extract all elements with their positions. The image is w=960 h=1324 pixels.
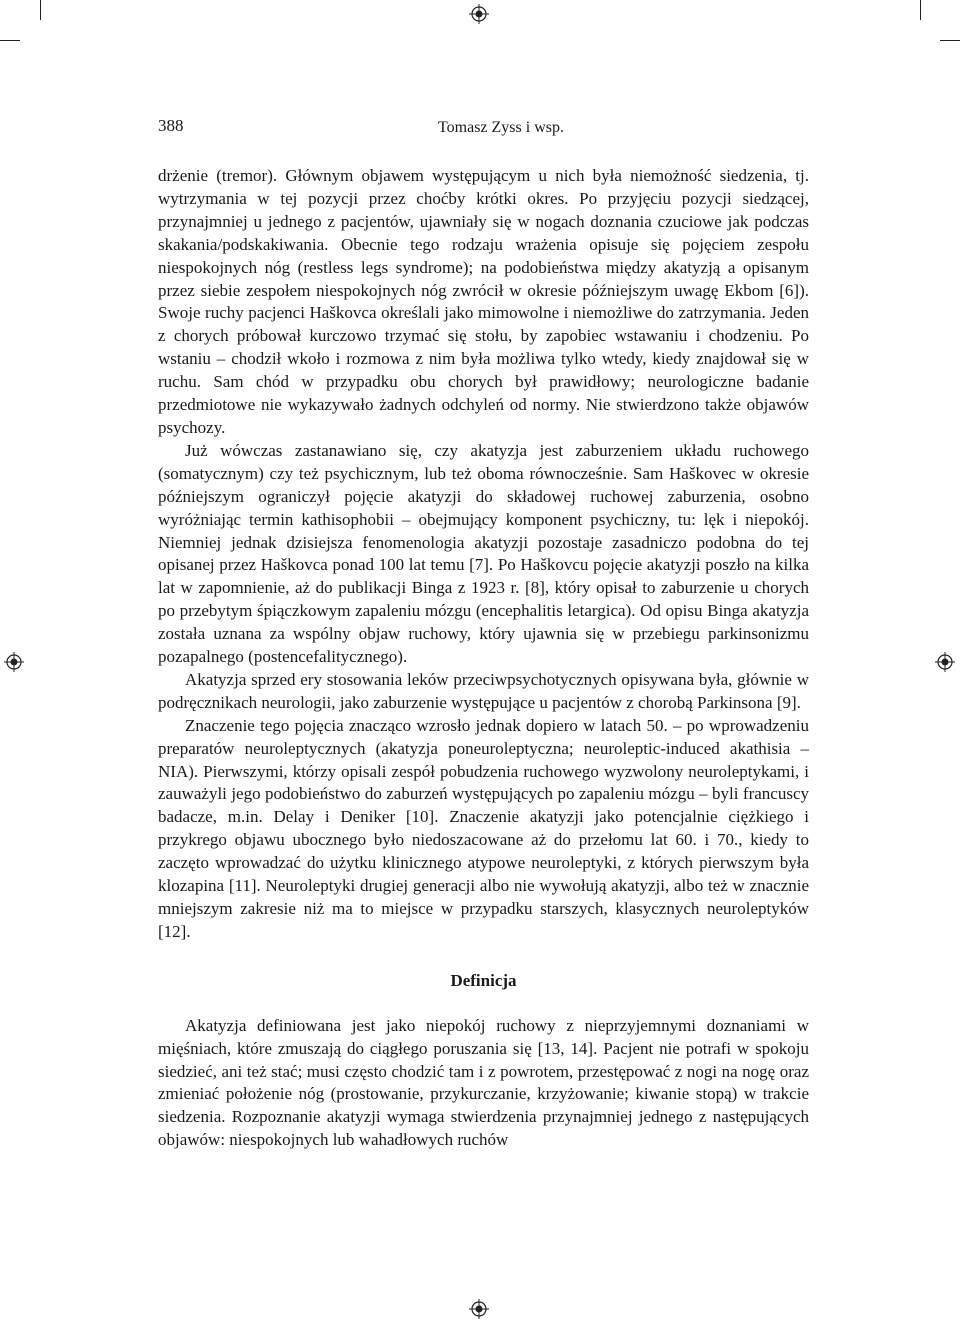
registration-mark-bottom-icon [469, 1299, 489, 1319]
crop-mark-top-right-horizontal [940, 40, 960, 41]
crop-mark-top-left-horizontal [0, 40, 20, 41]
crop-mark-top-right [920, 0, 921, 20]
paragraph-1: drżenie (tremor). Głównym objawem występującym u nich była niemożność siedzenia, tj. wytrzymania w tej pozycji przez choćby krótki okres. Po przyjęciu pozycji siedzącej, przynajmniej u jednego z pacjentów, ujawniały się w nogach doznania czuciowe jak podczas skakania/podskakiwania. Obecnie tego rodzaju wrażenia opisuje się pojęciem zespołu niespokojnych nóg (restless legs syndrome); na podobieństwa między akatyzją a opisanym przez siebie zespołem niespokojnych nóg zwrócił w okresie późniejszym uwagę Ekbom [6]). Swoje ruchy pacjenci Haškovca określali jako mimowolne i niemożliwe do zatrzymania. Jeden z chorych próbował kurczowo trzymać się stołu, by zapobiec wstawaniu i chodzeniu. Po wstaniu – chodził wkoło i rozmowa z nim była możliwa tylko wtedy, kiedy znajdował się w ruchu. Sam chód w przypadku obu chorych był prawidłowy; neurologiczne badanie przedmiotowe nie wykazywało żadnych odchyleń od normy. Nie stwierdzono także objawów psychozy. [158, 166, 809, 437]
paragraph-4: Znaczenie tego pojęcia znacząco wzrosło jednak dopiero w latach 50. – po wprowadzeniu preparatów neuroleptycznych (akatyzja poneuroleptyczna; neuroleptic-induced akathisia – NIA). Pierwszymi, którzy opisali zespół pobudzenia ruchowego wyzwolony neuroleptykami, i zauważyli jego podobieństwo do zaburzeń występujących po zapaleniu mózgu – byli francuscy badacze, m.in. Delay i Deniker [10]. Znaczenie akatyzji jako potencjalnie ciężkiego i przykrego objawu ubocznego było niedoszacowane aż do przełomu lat 60. i 70., kiedy to zaczęto wprowadzać do użytku klinicznego atypowe neuroleptyki, z których pierwszym była klozapina [11]. Neuroleptyki drugiej generacji albo nie wywołują akatyzji, albo też w znacznie mniejszym zakresie niż ma to miejsce w przypadku starszych, klasycznych neuroleptyków [12]. [158, 715, 809, 941]
running-head: Tomasz Zyss i wsp. [438, 119, 564, 136]
registration-mark-right-icon [935, 652, 955, 672]
section-paragraph-1: Akatyzja definiowana jest jako niepokój ruchowy z nieprzyjemnymi doznaniami w mięśniach, które zmuszają do ciągłego poruszania się [13, 14]. Pacjent nie potrafi w spokoju siedzieć, ani też stać; musi często chodzić tam i z powrotem, przestępować z nogi na nogę oraz zmieniać położenie nóg (prostowanie, przykurczanie, krzyżowanie; kiwanie stopą) w trakcie siedzenia. Rozpoznanie akatyzji wymaga stwierdzenia przynajmniej jednego z następujących objawów: niespokojnych lub wahadłowych ruchów [158, 1015, 809, 1150]
paragraph-2: Już wówczas zastanawiano się, czy akatyzja jest zaburzeniem układu ruchowego (somatycznym) czy też psychicznym, lub też oboma równocześnie. Sam Haškovec w okresie późniejszym ograniczył pojęcie akatyzji do składowej ruchowej zaburzenia, osobno wyróżniając termin kathisophobii – obejmujący komponent psychiczny, tu: lęk i niepokój. Niemniej jednak dzisiejsza fenomenologia akatyzji pozostaje zasadniczo podobna do tej opisanej przez Haškovca ponad 100 lat temu [7]. Po Haškovcu pojęcie akatyzji poszło na kilka lat w zapomnienie, aż do publikacji Binga z 1923 r. [8], który opisał to zaburzenie u chorych po przebytym śpiączkowym zapaleniu mózgu (encephalitis letargica). Od opisu Binga akatyzja została uznana za wspólny objaw ruchowy, który ujawnia się w przebiegu parkinsonizmu pozapalnego (postencefalitycznego). [158, 440, 809, 667]
crop-mark-top-left [40, 0, 41, 20]
page-header [158, 116, 808, 144]
paragraph-3: Akatyzja sprzed ery stosowania leków przeciwpsychotycznych opisywana była, głównie w podręcznikach neurologii, jako zaburzenie występujące u pacjentów z chorobą Parkinsona [9]. [158, 669, 809, 712]
section-heading: Definicja [450, 970, 517, 990]
page-number: 388 [158, 116, 184, 135]
registration-mark-left-icon [4, 652, 24, 672]
registration-mark-top-icon [469, 4, 489, 24]
article-body [158, 165, 809, 1152]
